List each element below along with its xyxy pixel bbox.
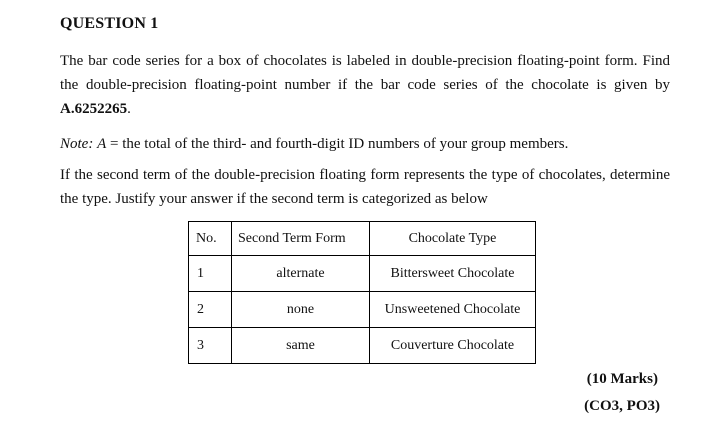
instruction-paragraph: If the second term of the double-precision floating form represents the type of chocolates, determine the type. Justify your answer if the second term is categorized as below	[60, 167, 670, 207]
problem-text: The bar code series for a box of chocolates is labeled in double-precision floating-point form. Find the double-precision floating-point number if the bar code series of the chocolate is given by	[60, 53, 670, 93]
row-chocolate-type: Bittersweet Chocolate	[370, 256, 536, 292]
header-chocolate-type: Chocolate Type	[370, 222, 536, 256]
marks-label: (10 Marks)	[586, 371, 658, 387]
row-chocolate-type: Couverture Chocolate	[370, 328, 536, 364]
row-number: 2	[189, 292, 232, 328]
outcomes-label: (CO3, PO3)	[584, 398, 660, 414]
question-heading: QUESTION 1	[60, 15, 159, 32]
table-row	[189, 256, 536, 292]
table-header-row	[189, 222, 536, 256]
header-no: No.	[189, 222, 232, 256]
row-number: 1	[189, 256, 232, 292]
note-label: Note:	[60, 136, 94, 152]
chocolate-type-table	[188, 221, 536, 364]
row-term-form: same	[232, 328, 370, 364]
table-row	[189, 328, 536, 364]
note-paragraph	[60, 132, 670, 156]
table-row	[189, 292, 536, 328]
header-second-term: Second Term Form	[232, 222, 370, 256]
note-variable: A	[97, 136, 107, 152]
problem-paragraph	[60, 49, 670, 121]
note-text: = the total of the third- and fourth-digit ID numbers of your group members.	[106, 136, 569, 152]
row-number: 3	[189, 328, 232, 364]
problem-end: .	[127, 101, 131, 117]
row-chocolate-type: Unsweetened Chocolate	[370, 292, 536, 328]
row-term-form: alternate	[232, 256, 370, 292]
row-term-form: none	[232, 292, 370, 328]
barcode-value: A.6252265	[60, 101, 128, 117]
